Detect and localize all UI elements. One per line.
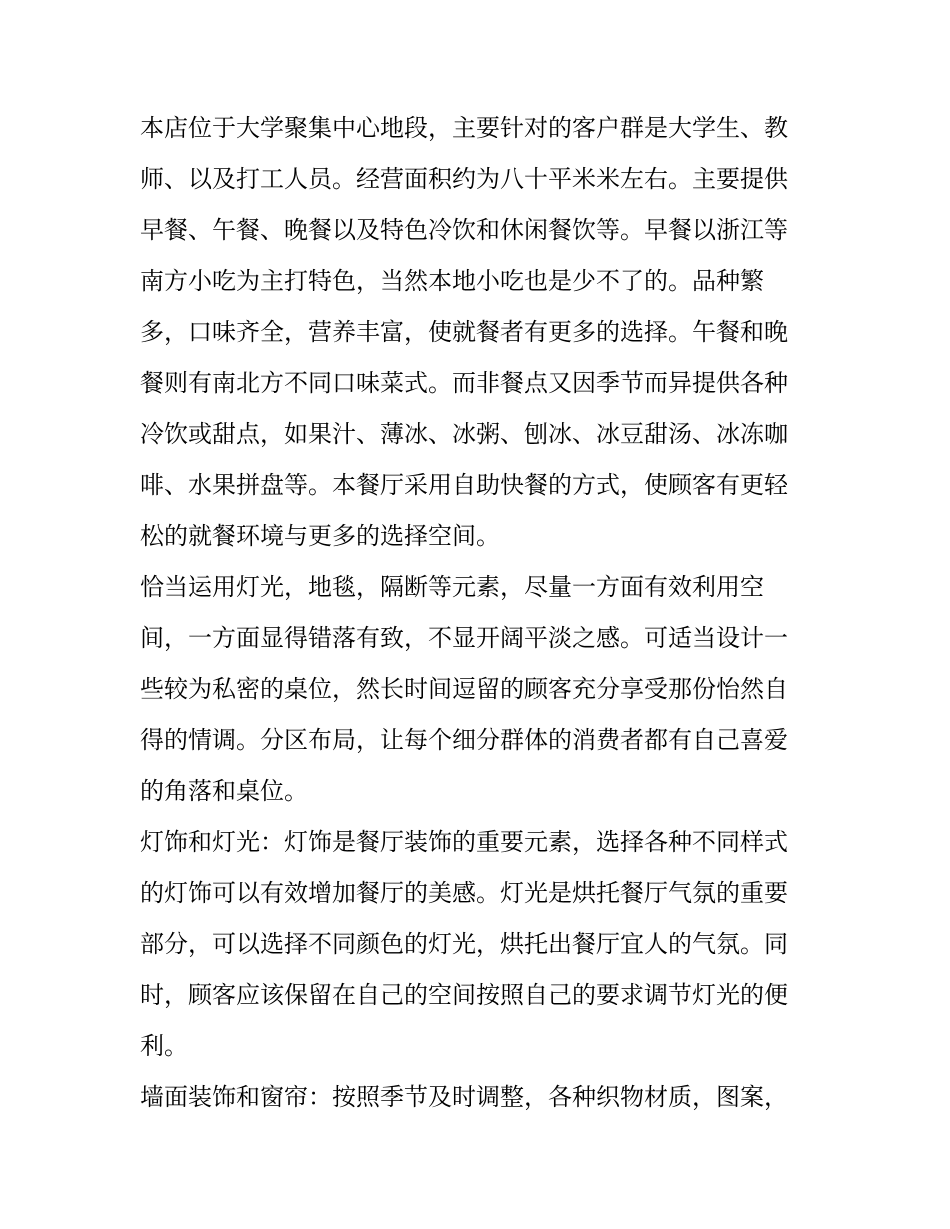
- text-line: 时，顾客应该保留在自己的空间按照自己的要求调节灯光的便: [140, 981, 788, 1009]
- text-line: 的角落和桌位。: [140, 777, 308, 805]
- document-body: [140, 107, 815, 1127]
- text-line: 墙面装饰和窗帘：按照季节及时调整，各种织物材质，图案，: [140, 1083, 788, 1111]
- text-line: 的灯饰可以有效增加餐厅的美感。灯光是烘托餐厅气氛的重要: [140, 879, 788, 907]
- text-line: 本店位于大学聚集中心地段，主要针对的客户群是大学生、教: [140, 114, 788, 142]
- text-line: 南方小吃为主打特色，当然本地小吃也是少不了的。品种繁: [140, 267, 764, 295]
- text-line: 得的情调。分区布局，让每个细分群体的消费者都有自己喜爱: [140, 726, 788, 754]
- text-line: 部分，可以选择不同颜色的灯光，烘托出餐厅宜人的气氛。同: [140, 930, 788, 958]
- text-line: 些较为私密的桌位，然长时间逗留的顾客充分享受那份怡然自: [140, 675, 788, 703]
- text-line: 早餐、午餐、晚餐以及特色冷饮和休闲餐饮等。早餐以浙江等: [140, 216, 788, 244]
- text-line: 恰当运用灯光，地毯，隔断等元素，尽量一方面有效利用空: [140, 573, 764, 601]
- text-line: 间，一方面显得错落有致，不显开阔平淡之感。可适当设计一: [140, 624, 788, 652]
- text-line: 餐则有南北方不同口味菜式。而非餐点又因季节而异提供各种: [140, 369, 788, 397]
- text-line: 师、以及打工人员。经营面积约为八十平米米左右。主要提供: [140, 165, 788, 193]
- text-line: 利。: [140, 1032, 188, 1060]
- text-line: 灯饰和灯光：灯饰是餐厅装饰的重要元素，选择各种不同样式: [140, 828, 788, 856]
- text-line: 多，口味齐全，营养丰富，使就餐者有更多的选择。午餐和晚: [140, 318, 788, 346]
- text-line: 松的就餐环境与更多的选择空间。: [140, 522, 500, 550]
- text-line: 冷饮或甜点，如果汁、薄冰、冰粥、刨冰、冰豆甜汤、冰冻咖: [140, 420, 788, 448]
- text-line: 啡、水果拼盘等。本餐厅采用自助快餐的方式，使顾客有更轻: [140, 471, 788, 499]
